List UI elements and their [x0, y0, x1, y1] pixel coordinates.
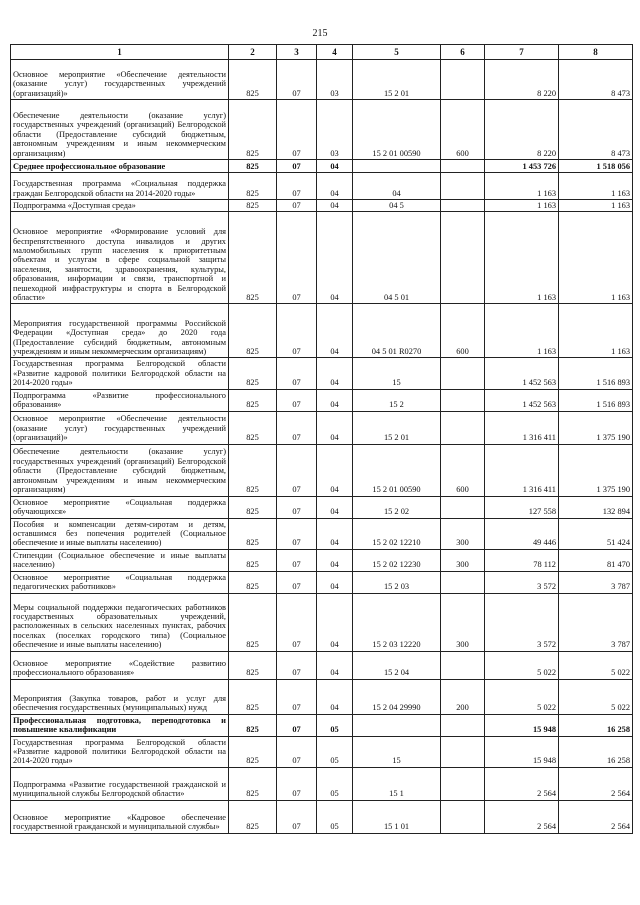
table-row — [11, 714, 633, 736]
row-code-admin: 825 — [229, 651, 277, 679]
row-section: 07 — [277, 212, 317, 304]
row-code-admin: 825 — [229, 767, 277, 800]
row-code-admin: 825 — [229, 212, 277, 304]
row-subsection: 04 — [317, 571, 353, 593]
table-row — [11, 496, 633, 518]
row-expense-type — [441, 160, 485, 173]
table-row — [11, 200, 633, 212]
row-section: 07 — [277, 411, 317, 444]
row-code-admin: 825 — [229, 173, 277, 200]
row-amount-year2: 81 470 — [559, 549, 633, 571]
row-section: 07 — [277, 173, 317, 200]
row-target-article: 15 2 03 12220 — [353, 593, 441, 651]
row-target-article: 15 2 02 12210 — [353, 518, 441, 549]
row-subsection: 04 — [317, 444, 353, 496]
table-row — [11, 212, 633, 304]
row-target-article — [353, 160, 441, 173]
row-subsection: 04 — [317, 549, 353, 571]
row-section: 07 — [277, 389, 317, 411]
row-expense-type — [441, 736, 485, 767]
row-subsection: 05 — [317, 767, 353, 800]
row-code-admin: 825 — [229, 389, 277, 411]
row-amount-year1: 5 022 — [485, 679, 559, 714]
row-section: 07 — [277, 714, 317, 736]
row-target-article: 04 5 01 — [353, 212, 441, 304]
row-code-admin: 825 — [229, 358, 277, 389]
row-section: 07 — [277, 571, 317, 593]
row-subsection: 04 — [317, 173, 353, 200]
row-expense-type: 600 — [441, 444, 485, 496]
row-code-admin: 825 — [229, 549, 277, 571]
row-amount-year1: 1 453 726 — [485, 160, 559, 173]
row-name: Профессиональная подготовка, переподготовка и повышение квалификации — [11, 714, 229, 736]
row-expense-type: 300 — [441, 593, 485, 651]
row-code-admin: 825 — [229, 444, 277, 496]
row-amount-year2: 1 518 056 — [559, 160, 633, 173]
row-amount-year1: 1 452 563 — [485, 358, 559, 389]
column-header: 4 — [317, 45, 353, 60]
row-code-admin: 825 — [229, 496, 277, 518]
table-row — [11, 173, 633, 200]
row-target-article: 15 2 04 — [353, 651, 441, 679]
row-code-admin: 825 — [229, 800, 277, 833]
row-section: 07 — [277, 651, 317, 679]
row-amount-year2: 16 258 — [559, 714, 633, 736]
row-target-article: 15 1 — [353, 767, 441, 800]
row-amount-year1: 127 558 — [485, 496, 559, 518]
row-amount-year2: 3 787 — [559, 571, 633, 593]
row-amount-year2: 1 163 — [559, 212, 633, 304]
row-subsection: 03 — [317, 60, 353, 100]
row-subsection: 04 — [317, 593, 353, 651]
row-code-admin: 825 — [229, 714, 277, 736]
row-name: Основное мероприятие «Формирование условий для беспрепятственного доступа инвалидов и других маломобильных групп населения к приоритетным объектам и услугам в сфере социальной защиты населения, занятости, здравоохранения, культуры, образования, информации и связи, транспортной и пешеходной инфраструктуры и спорта в Белгородской области» — [11, 212, 229, 304]
row-name: Подпрограмма «Доступная среда» — [11, 200, 229, 212]
row-target-article: 04 — [353, 173, 441, 200]
row-target-article: 15 2 03 — [353, 571, 441, 593]
row-subsection: 05 — [317, 736, 353, 767]
row-section: 07 — [277, 679, 317, 714]
column-header: 5 — [353, 45, 441, 60]
row-name: Среднее профессиональное образование — [11, 160, 229, 173]
row-subsection: 05 — [317, 714, 353, 736]
page-number: 215 — [312, 28, 328, 39]
row-amount-year2: 8 473 — [559, 100, 633, 160]
table-row — [11, 444, 633, 496]
row-amount-year2: 2 564 — [559, 800, 633, 833]
table-row — [11, 411, 633, 444]
row-name: Основное мероприятие «Социальная поддержка педагогических работников» — [11, 571, 229, 593]
row-amount-year2: 5 022 — [559, 651, 633, 679]
row-expense-type — [441, 200, 485, 212]
row-expense-type — [441, 651, 485, 679]
row-section: 07 — [277, 549, 317, 571]
row-section: 07 — [277, 444, 317, 496]
row-name: Государственная программа Белгородской области «Развитие кадровой политики Белгородской области на 2014-2020 годы» — [11, 736, 229, 767]
row-name: Государственная программа Белгородской области «Развитие кадровой политики Белгородской области на 2014-2020 годы» — [11, 358, 229, 389]
row-amount-year1: 1 163 — [485, 212, 559, 304]
row-expense-type — [441, 714, 485, 736]
row-name: Основное мероприятие «Обеспечение деятельности (оказание услуг) государственных учреждений (организаций)» — [11, 60, 229, 100]
table-row — [11, 571, 633, 593]
row-target-article: 15 2 01 00590 — [353, 100, 441, 160]
table-row — [11, 736, 633, 767]
row-amount-year1: 1 452 563 — [485, 389, 559, 411]
row-target-article: 15 — [353, 736, 441, 767]
row-code-admin: 825 — [229, 736, 277, 767]
row-target-article: 15 2 02 12230 — [353, 549, 441, 571]
row-expense-type — [441, 173, 485, 200]
row-subsection: 04 — [317, 304, 353, 358]
row-name: Меры социальной поддержки педагогических работников государственных образовательных учреждений, расположенных в сельских населенных пунктах, рабочих поселках (поселках городского типа) (Социальное обеспечение и иные выплаты населению) — [11, 593, 229, 651]
table-row — [11, 60, 633, 100]
row-target-article: 15 2 02 — [353, 496, 441, 518]
row-target-article: 15 2 — [353, 389, 441, 411]
row-code-admin: 825 — [229, 160, 277, 173]
row-subsection: 04 — [317, 160, 353, 173]
row-amount-year1: 2 564 — [485, 800, 559, 833]
row-amount-year1: 15 948 — [485, 714, 559, 736]
row-target-article: 15 2 01 — [353, 411, 441, 444]
row-expense-type — [441, 571, 485, 593]
row-amount-year2: 1 163 — [559, 200, 633, 212]
row-subsection: 04 — [317, 358, 353, 389]
row-code-admin: 825 — [229, 60, 277, 100]
row-expense-type — [441, 389, 485, 411]
row-section: 07 — [277, 767, 317, 800]
row-name: Обеспечение деятельности (оказание услуг) государственных учреждений (организаций) Белгородской области (Предоставление субсидий бюджетным, автономным учреждениям и иным некоммерческим организациям) — [11, 444, 229, 496]
table-row — [11, 593, 633, 651]
row-amount-year2: 1 516 893 — [559, 389, 633, 411]
column-header: 2 — [229, 45, 277, 60]
row-section: 07 — [277, 304, 317, 358]
row-expense-type — [441, 767, 485, 800]
row-amount-year1: 1 316 411 — [485, 411, 559, 444]
row-name: Государственная программа «Социальная поддержка граждан Белгородской области на 2014-2020 годы» — [11, 173, 229, 200]
row-subsection: 04 — [317, 679, 353, 714]
row-section: 07 — [277, 100, 317, 160]
row-code-admin: 825 — [229, 304, 277, 358]
row-amount-year1: 2 564 — [485, 767, 559, 800]
row-expense-type: 600 — [441, 304, 485, 358]
row-code-admin: 825 — [229, 411, 277, 444]
row-expense-type: 600 — [441, 100, 485, 160]
row-amount-year2: 16 258 — [559, 736, 633, 767]
row-amount-year1: 8 220 — [485, 100, 559, 160]
table-row — [11, 679, 633, 714]
row-name: Основное мероприятие «Кадровое обеспечение государственной гражданской и муниципальной службы» — [11, 800, 229, 833]
row-amount-year2: 51 424 — [559, 518, 633, 549]
row-section: 07 — [277, 496, 317, 518]
row-code-admin: 825 — [229, 100, 277, 160]
row-target-article: 04 5 01 R0270 — [353, 304, 441, 358]
row-subsection: 04 — [317, 496, 353, 518]
row-section: 07 — [277, 736, 317, 767]
row-amount-year1: 78 112 — [485, 549, 559, 571]
row-target-article: 15 2 01 00590 — [353, 444, 441, 496]
row-target-article — [353, 714, 441, 736]
column-header: 3 — [277, 45, 317, 60]
row-section: 07 — [277, 160, 317, 173]
row-amount-year2: 132 894 — [559, 496, 633, 518]
row-code-admin: 825 — [229, 518, 277, 549]
table-row — [11, 800, 633, 833]
row-amount-year1: 1 163 — [485, 173, 559, 200]
row-amount-year2: 1 163 — [559, 173, 633, 200]
row-amount-year1: 49 446 — [485, 518, 559, 549]
row-amount-year2: 2 564 — [559, 767, 633, 800]
row-section: 07 — [277, 200, 317, 212]
row-section: 07 — [277, 518, 317, 549]
table-row — [11, 518, 633, 549]
row-expense-type: 300 — [441, 518, 485, 549]
row-expense-type — [441, 212, 485, 304]
row-code-admin: 825 — [229, 679, 277, 714]
row-target-article: 15 2 04 29990 — [353, 679, 441, 714]
table-row — [11, 100, 633, 160]
row-subsection: 04 — [317, 200, 353, 212]
row-section: 07 — [277, 800, 317, 833]
row-amount-year2: 1 163 — [559, 304, 633, 358]
row-section: 07 — [277, 358, 317, 389]
row-section: 07 — [277, 60, 317, 100]
row-name: Стипендии (Социальное обеспечение и иные выплаты населению) — [11, 549, 229, 571]
row-target-article: 15 — [353, 358, 441, 389]
column-header: 6 — [441, 45, 485, 60]
row-amount-year2: 1 375 190 — [559, 411, 633, 444]
table-row — [11, 549, 633, 571]
row-subsection: 04 — [317, 212, 353, 304]
row-code-admin: 825 — [229, 571, 277, 593]
row-name: Мероприятия (Закупка товаров, работ и услуг для обеспечения государственных (муниципальных) нужд — [11, 679, 229, 714]
row-expense-type — [441, 411, 485, 444]
row-amount-year2: 1 516 893 — [559, 358, 633, 389]
budget-table — [10, 44, 633, 834]
row-amount-year2: 1 375 190 — [559, 444, 633, 496]
row-expense-type: 300 — [441, 549, 485, 571]
row-expense-type — [441, 496, 485, 518]
table-row — [11, 767, 633, 800]
row-subsection: 04 — [317, 518, 353, 549]
row-amount-year1: 3 572 — [485, 593, 559, 651]
column-header: 1 — [11, 45, 229, 60]
row-amount-year1: 1 163 — [485, 200, 559, 212]
row-name: Основное мероприятие «Содействие развитию профессионального образования» — [11, 651, 229, 679]
row-subsection: 04 — [317, 411, 353, 444]
row-name: Подпрограмма «Развитие профессионального образования» — [11, 389, 229, 411]
row-subsection: 04 — [317, 651, 353, 679]
row-target-article: 15 2 01 — [353, 60, 441, 100]
row-amount-year2: 8 473 — [559, 60, 633, 100]
row-expense-type: 200 — [441, 679, 485, 714]
row-name: Пособия и компенсации детям-сиротам и детям, оставшимся без попечения родителей (Социальное обеспечение и иные выплаты населению) — [11, 518, 229, 549]
row-expense-type — [441, 60, 485, 100]
row-amount-year1: 3 572 — [485, 571, 559, 593]
row-subsection: 04 — [317, 389, 353, 411]
row-subsection: 05 — [317, 800, 353, 833]
row-code-admin: 825 — [229, 593, 277, 651]
row-name: Обеспечение деятельности (оказание услуг) государственных учреждений (организаций) Белгородской области (Предоставление субсидий бюджетным, автономным учреждениям и иным некоммерческим организациям) — [11, 100, 229, 160]
table-row — [11, 358, 633, 389]
row-amount-year1: 1 316 411 — [485, 444, 559, 496]
row-amount-year1: 5 022 — [485, 651, 559, 679]
table-header-row — [11, 45, 633, 60]
table-row — [11, 304, 633, 358]
row-amount-year2: 3 787 — [559, 593, 633, 651]
column-header: 8 — [559, 45, 633, 60]
row-name: Мероприятия государственной программы Российской Федерации «Доступная среда» до 2020 года (Предоставление субсидий бюджетным, автономным учреждениям и иным некоммерческим организациям) — [11, 304, 229, 358]
row-amount-year1: 15 948 — [485, 736, 559, 767]
row-subsection: 03 — [317, 100, 353, 160]
row-section: 07 — [277, 593, 317, 651]
table-row — [11, 160, 633, 173]
column-header: 7 — [485, 45, 559, 60]
row-expense-type — [441, 358, 485, 389]
table-row — [11, 651, 633, 679]
row-target-article: 15 1 01 — [353, 800, 441, 833]
row-name: Основное мероприятие «Социальная поддержка обучающихся» — [11, 496, 229, 518]
row-name: Основное мероприятие «Обеспечение деятельности (оказание услуг) государственных учреждений (организаций)» — [11, 411, 229, 444]
row-target-article: 04 5 — [353, 200, 441, 212]
row-code-admin: 825 — [229, 200, 277, 212]
row-amount-year2: 5 022 — [559, 679, 633, 714]
table-row — [11, 389, 633, 411]
row-amount-year1: 1 163 — [485, 304, 559, 358]
row-amount-year1: 8 220 — [485, 60, 559, 100]
row-name: Подпрограмма «Развитие государственной гражданской и муниципальной службы Белгородской области» — [11, 767, 229, 800]
row-expense-type — [441, 800, 485, 833]
